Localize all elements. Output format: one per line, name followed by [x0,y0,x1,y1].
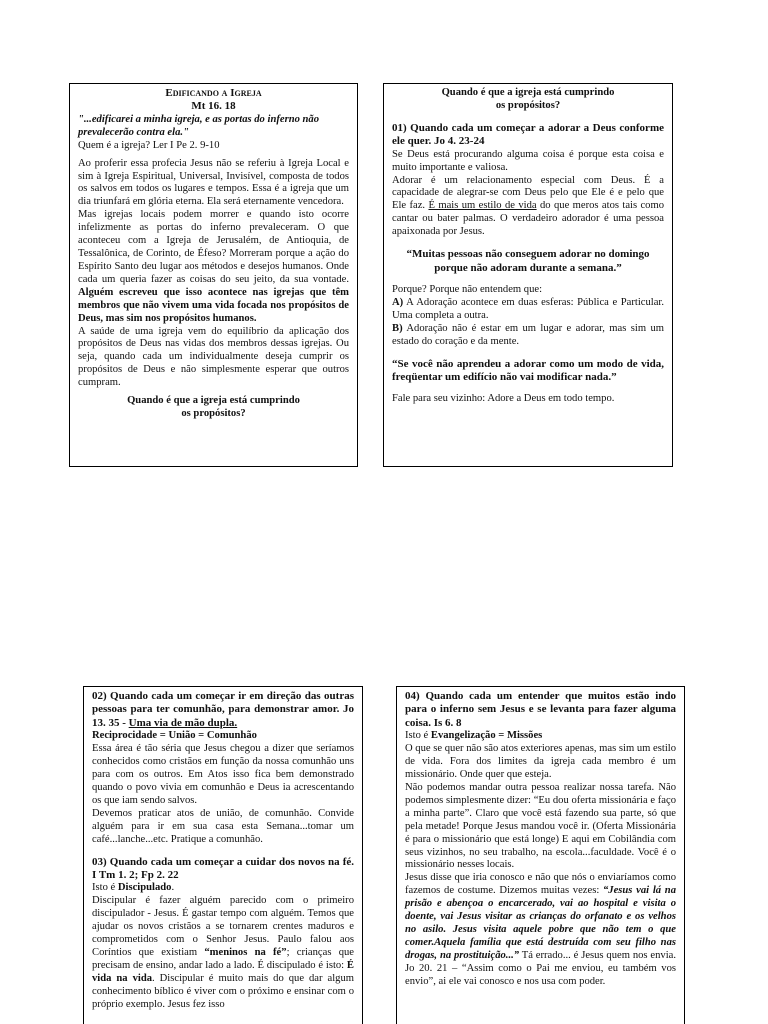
paragraph-text: do que meros atos tais como cantar ou bater palmas. O verdadeiro adorador é uma pessoa apaixonada por Jesus. [392,200,665,238]
section-heading: 03) Quando cada um começar a cuidar dos novos na fé. I Tm 1. 2; Fp 2. 22 [92,855,354,881]
paragraph-text: Discipular é fazer alguém parecido com o primeiro discipulador - Jesus. É gastar tempo com alguém. Temos que ajudar os novos cristãos a se tornarem crentes maduros e comprometidos com o Senhor Jesus. Paulo falou aos Coríntios que existiam [92,895,354,958]
page-card-edificando [69,83,358,467]
paragraph: Essa área é tão séria que Jesus chegou a dizer que seríamos conhecidos como cristãos em função da nossa comunhão uns para com os outros. Em Atos isso fica bem demonstrado quando o povo vivia em comunhão e Deus ia acrescentando os que iam sendo salvos. [92,743,354,806]
paragraph: O que se quer não são atos exteriores apenas, mas sim um estilo de vida. Fora dos limites da igreja cada membro é um missionário. Onde quer que esteja. [405,743,676,780]
paragraph [92,895,354,1011]
paragraph: Devemos praticar atos de união, de comunhão. Convide alguém para ir em sua casa esta Semana...tomar um café...lanche...etc. Pratique a comunhão. [92,807,354,845]
paragraph: Não podemos mandar outra pessoa realizar nossa tarefa. Não podemos simplesmente dizer: “Eu dou oferta missionária e faço a minha parte”. Claro que você está fazendo sua parte, só que pela metade! Porque Jesus mandou você ir. (Oferta Missionária é para o missionário que está longe) E aqui em Cobilândia com seus vizinhos, no seu trabalho, na escola...faculdade. Você é o missionário nesses locais. [405,781,676,871]
list-marker: A) [392,296,404,308]
paragraph: Porque? Porque não entendem que: [392,283,543,295]
section-heading [92,690,354,730]
highlight-text: É vida na vida [92,959,354,984]
paragraph [78,209,349,325]
section-question-line2: os propósitos? [181,408,246,420]
highlight-quote: “Se você não aprendeu a adorar como um modo de vida, freqüentar um edifício não vai modificar nada.” [392,357,664,383]
paragraph-text: Tá errado... é Jesus quem nos envia. Jo 20. 21 – “Assim como o Pai me enviou, eu também vos envio”, ai ele vai conosco e nos usa com poder. [405,949,676,987]
subheading: Reciprocidade = União = Comunhão [92,730,257,742]
subheading-term: Evangelização = Missões [430,730,543,742]
page-title: Edificando a Igreja [165,87,262,99]
section-heading: 01) Quando cada um começar a adorar a Deus conforme ele quer. Jo 4. 23-24 [392,121,664,148]
heading-text: 02) Quando cada um começar ir em direção das outras pessoas para ter comunhão, para demonstrar amor. Jo 13. 35 - [92,690,354,729]
paragraph-text: Adorar é um relacionamento especial com Deus. É a capacidade de alegrar-se com Deus pelo que Ele é e pelo que Ele faz. [392,174,664,212]
paragraph-text: . Discipular é muito mais do que dar algum conhecimento bíblico é viver com o próximo e ensinar com o próprio exemplo. Jesus fez isso [92,972,354,1010]
scripture-reference: Mt 16. 18 [191,100,236,113]
paragraph: Se Deus está procurando alguma coisa é porque esta coisa e muito importante e valiosa. [392,148,664,173]
list-item-text: A Adoração acontece em duas esferas: Pública e Particular. Uma completa a outra. [392,296,664,321]
subheading-prefix: Isto é [92,882,118,894]
subheading [405,730,676,743]
subheading-term: Discipulado [117,882,172,894]
closing-line: Fale para seu vizinho: Adore a Deus em todo tempo. [392,393,615,405]
paragraph: A saúde de uma igreja vem do equilíbrio da aplicação dos propósitos de Deus nas vidas dos membros dessas igrejas. Ou seja, quando cada um individualmente deseja cumprir os propósitos de Deus e não simplesmente esperar que outros cumpram. [78,325,349,389]
highlight-quote: “Jesus vai lá na prisão e abençoa o encarcerado, vai ao hospital e visita o doente, vai Jesus visitar as crianças do orfanato e os velhos no asilo. Jesus visita aquele pobre que não tem o que comer.Aquela família que está destruída com seu filho nas drogas, na prostituição...” [405,885,676,961]
section-heading: 04) Quando cada um entender que muitos estão indo para o inferno sem Jesus e se levanta para fazer alguma coisa. Is 6. 8 [405,690,676,729]
subheading: Isto é Discipulado. [92,882,175,894]
list-item [392,323,664,349]
paragraph [392,175,664,240]
underlined-text: Uma via de mão dupla. [128,716,238,729]
paragraph: Ao proferir essa profecia Jesus não se referiu à Igreja Local e sim à Igreja Espiritual, Universal, Invisível, composta de todos os salvos em todos os lugares e tempos. Essa é a igreja que um dia triunfará em glória eterna. Ela será eternamente vencedora. [78,157,349,208]
scripture-quote: "...edificarei a minha igreja, e as portas do inferno não prevalecerão contra ela." [78,113,320,138]
highlight-quote: “Muitas pessoas não conseguem adorar no domingo porque não adoram durante a semana.” [406,248,650,274]
page-card-evangelizacao [396,686,685,1024]
page-title-line1: Quando é que a igreja está cumprindo [441,87,615,98]
section-question-line1: Quando é que a igreja está cumprindo [127,395,300,407]
paragraph-text: ; crianças que precisam de ensino, andar lado a lado. É discipulado é isto: [92,946,354,971]
list-marker: B) [392,322,403,334]
paragraph-text: Jesus disse que iria conosco e não que nós o enviaríamos como fazemos de costume. Dizemos muitas vezes: [405,872,676,897]
underlined-text: É mais um estilo de vida [428,200,537,212]
highlight-text: Alguém escreveu que isso acontece nas igrejas que têm membros que não vivem uma vida focada nos propósitos de Deus, mas sim nos propósitos humanos. [78,286,349,324]
page-card-comunhao [83,686,363,1024]
page-card-adoracao [383,83,673,467]
intro-question: Quem é a igreja? Ler I Pe 2. 9-10 [78,139,220,151]
subheading-prefix: Isto é [405,730,431,742]
list-item [392,297,664,323]
page-title-line2: os propósitos? [495,99,561,111]
highlight-text: “meninos na fé” [204,946,287,958]
paragraph-text: Mas igrejas locais podem morrer e quando isto ocorre infelizmente as portas do inferno prevaleceram. O que aconteceu com a Igreja de Jerusalém, de Antioquia, de Tessalônica, de Corinto, de Éfeso? Morreram porque a ação do Espírito Santo deu lugar aos métodos e desejos humanos. Onde cada um queria fazer as coisas do seu jeito, da sua vontade. [78,209,349,285]
paragraph [405,872,676,988]
list-item-text: Adoração não é estar em um lugar e adorar, mas sim um estado do coração e da mente. [392,322,664,347]
